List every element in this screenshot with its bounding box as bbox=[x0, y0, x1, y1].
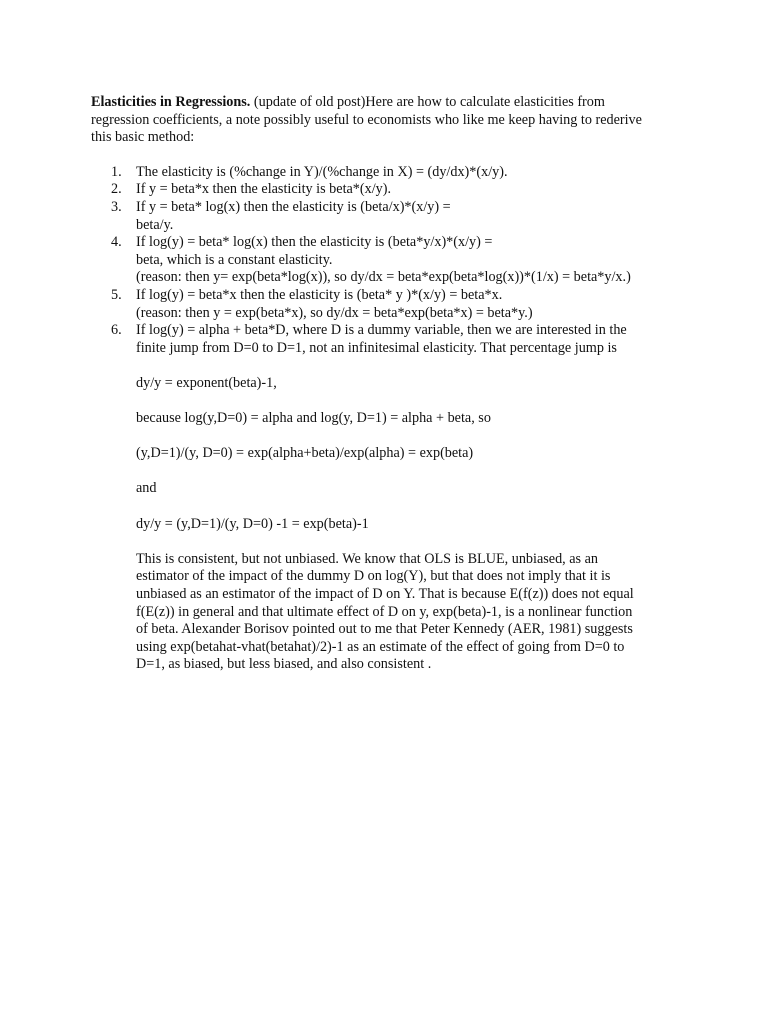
closing-line: This is consistent, but not unbiased. We know that OLS is BLUE, unbiased, as an bbox=[136, 550, 599, 567]
list-item-line: beta, which is a constant elasticity. bbox=[136, 251, 333, 268]
because-paragraph: because log(y,D=0) = alpha and log(y, D=1) = alpha + beta, so bbox=[136, 410, 491, 427]
list-item-6 bbox=[91, 322, 691, 674]
intro-text-line-3: this basic method: bbox=[91, 129, 195, 146]
list-item-line: If y = beta* log(x) then the elasticity is (beta/x)*(x/y) = bbox=[136, 198, 451, 215]
intro-text-line-2: regression coefficients, a note possibly useful to economists who like me keep having to rederive bbox=[91, 111, 642, 128]
and-paragraph: and bbox=[136, 480, 157, 497]
list-item-line: If log(y) = alpha + beta*D, where D is a dummy variable, then we are interested in the bbox=[136, 322, 627, 339]
equation-ratio: (y,D=1)/(y, D=0) = exp(alpha+beta)/exp(alpha) = exp(beta) bbox=[136, 445, 474, 462]
closing-line: unbiased as an estimator of the impact of D on Y. That is because E(f(z)) does not equal bbox=[136, 586, 634, 603]
list-number: 3. bbox=[111, 198, 122, 215]
closing-line: using exp(betahat-vhat(betahat)/2)-1 as an estimate of the effect of going from D=0 to bbox=[136, 638, 625, 655]
list-number: 4. bbox=[111, 234, 122, 251]
list-item-5 bbox=[91, 287, 691, 322]
list-item-line: If log(y) = beta*x then the elasticity is (beta* y )*(x/y) = beta*x. bbox=[136, 286, 503, 303]
closing-line: f(E(z)) in general and that ultimate effect of D on y, exp(beta)-1, is a nonlinear function bbox=[136, 603, 633, 620]
list-item-line: beta/y. bbox=[136, 216, 174, 233]
list-item-3 bbox=[91, 199, 691, 234]
list-item-line: If y = beta*x then the elasticity is beta*(x/y). bbox=[136, 181, 392, 198]
closing-line: estimator of the impact of the dummy D on log(Y), but that does not imply that it is bbox=[136, 568, 611, 585]
closing-line: D=1, as biased, but less biased, and also consistent . bbox=[136, 656, 432, 673]
intro-text-line-1: (update of old post)Here are how to calculate elasticities from bbox=[250, 94, 605, 110]
list-number: 2. bbox=[111, 181, 122, 198]
equation-dy-over-y: dy/y = exponent(beta)-1, bbox=[136, 374, 277, 391]
list-number: 1. bbox=[111, 163, 122, 180]
list-item-4 bbox=[91, 234, 691, 287]
list-item-line: If log(y) = beta* log(x) then the elasticity is (beta*y/x)*(x/y) = bbox=[136, 234, 493, 251]
list-item-2 bbox=[91, 181, 691, 199]
intro-paragraph bbox=[91, 94, 691, 147]
equation-result: dy/y = (y,D=1)/(y, D=0) -1 = exp(beta)-1 bbox=[136, 515, 369, 532]
document-page bbox=[91, 94, 691, 674]
document-title: Elasticities in Regressions. bbox=[91, 94, 251, 110]
list-item-line: (reason: then y = exp(beta*x), so dy/dx = beta*exp(beta*x) = beta*y.) bbox=[136, 304, 533, 321]
closing-line: of beta. Alexander Borisov pointed out to me that Peter Kennedy (AER, 1981) suggests bbox=[136, 621, 633, 638]
list-item-line: (reason: then y= exp(beta*log(x)), so dy/dx = beta*exp(beta*log(x))*(1/x) = beta*y/x.) bbox=[136, 269, 631, 286]
closing-paragraph bbox=[136, 551, 691, 674]
list-item-line: The elasticity is (%change in Y)/(%change in X) = (dy/dx)*(x/y). bbox=[136, 163, 508, 180]
list-number: 5. bbox=[111, 286, 122, 303]
list-number: 6. bbox=[111, 322, 122, 339]
list-item-1 bbox=[91, 164, 691, 182]
list-item-line: finite jump from D=0 to D=1, not an infinitesimal elasticity. That percentage jump is bbox=[136, 339, 617, 356]
method-list bbox=[91, 164, 691, 674]
